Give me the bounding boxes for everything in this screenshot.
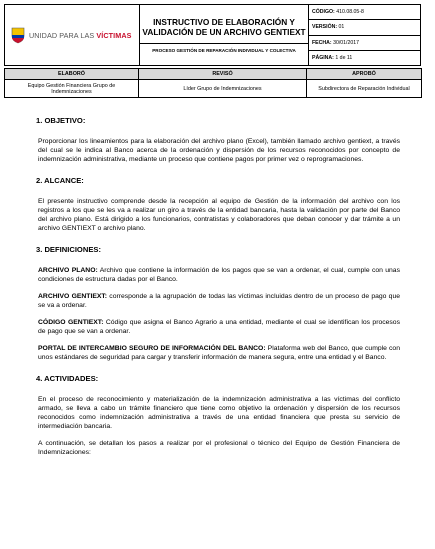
section-text-objetivo: Proporcionar los lineamientos para la elaboración del archivo plano (Excel), también llamado archivo gentiext, a través del cual se le indica al Banco acerca de la ordenación y dispersión de los recursos reconocidos por concepto de indemnización administrativa, mediante un proceso que contiene pagos por primer vez o reprogramaciones. — [38, 138, 400, 163]
document-header — [4, 4, 421, 66]
process-name: PROCESO GESTIÓN DE REPARACIÓN INDIVIDUAL Y COLECTIVA — [140, 43, 308, 57]
definition-codigo-gentiext: CÓDIGO GENTIEXT: Código que asigna el Banco Agrario a una entidad, mediante el cual se identifican los procesos de pago que se van a ordenar. — [38, 319, 400, 335]
page-field: PÁGINA: 1 de 11 — [309, 50, 421, 65]
document-title: INSTRUCTIVO DE ELABORACIÓN Y VALIDACIÓN DE UN ARCHIVO GENTIEXT — [142, 16, 306, 37]
version-field: VERSIÓN: 01 — [309, 20, 421, 35]
colombia-crest-icon — [11, 26, 25, 44]
section-heading-definiciones: 3. DEFINICIONES: — [36, 245, 101, 254]
definition-portal-intercambio: PORTAL DE INTERCAMBIO SEGURO DE INFORMACIÓN DEL BANCO: Plataforma web del Banco, que cumple con unos estándares de seguridad para cargar y transferir información de manera segura, entre una entidad y el Banco. — [38, 345, 400, 361]
definition-archivo-plano: ARCHIVO PLANO: Archivo que contiene la información de los pagos que se van a ordenar, el cual, cumple con unas condiciones de estructura dadas por el Banco. — [38, 267, 400, 283]
definition-archivo-gentiext: ARCHIVO GENTIEXT: corresponde a la agrupación de todas las víctimas incluidas dentro de un proceso de pago que se va a ordenar. — [38, 293, 401, 309]
section-heading-actividades: 4. ACTIVIDADES: — [36, 374, 99, 383]
signoff-value-aprobo: Subdirectora de Reparación Individual — [307, 80, 422, 98]
document-body — [38, 116, 400, 457]
logo-wordmark: UNIDAD PARA LAS VÍCTIMAS — [29, 30, 132, 40]
signoff-table — [4, 68, 422, 98]
section-heading-objetivo: 1. OBJETIVO: — [36, 116, 86, 125]
unit-logo — [5, 26, 139, 44]
signoff-header-aprobo: APROBÓ — [307, 69, 422, 80]
title-cell — [140, 5, 309, 66]
signoff-value-elaboro: Equipo Gestión Financiera Grupo de Indemnizaciones — [5, 80, 139, 98]
signoff-header-reviso: REVISÓ — [139, 69, 307, 80]
signoff-value-reviso: Líder Grupo de Indemnizaciones — [139, 80, 307, 98]
signoff-header-elaboro: ELABORÓ — [5, 69, 139, 80]
code-field: CÓDIGO: 410.08.05-8 — [309, 5, 421, 20]
date-field: FECHA: 30/01/2017 — [309, 35, 421, 50]
section-text-actividades-1: En el proceso de reconocimiento y materialización de la indemnización administrativa a las víctimas del conflicto armado, se lleva a cabo un trámite financiero que tiene como objetivo la ordenación y dispersión de los recursos reconocidos como indemnización administrativa a través de una entidad financiera que presta su servicio de intermediación bancaria. — [38, 396, 400, 430]
section-heading-alcance: 2. ALCANCE: — [36, 176, 84, 185]
logo-cell — [5, 5, 140, 66]
section-text-actividades-2: A continuación, se detallan los pasos a realizar por el profesional o técnico del Equipo de Gestión Financiera de Indemnizaciones: — [38, 440, 400, 456]
section-text-alcance: El presente instructivo comprende desde la recepción al equipo de Gestión de la información del archivo con los registros a los que se les va a realizar un giro a través de la entidad bancaria, hasta la validación por parte del Banco del archivo plano. Está dirigido a los funcionarios, contratistas y colaboradores que deban conocer y dar trámite a un archivo GENTIEXT o archivo plano. — [38, 198, 400, 232]
